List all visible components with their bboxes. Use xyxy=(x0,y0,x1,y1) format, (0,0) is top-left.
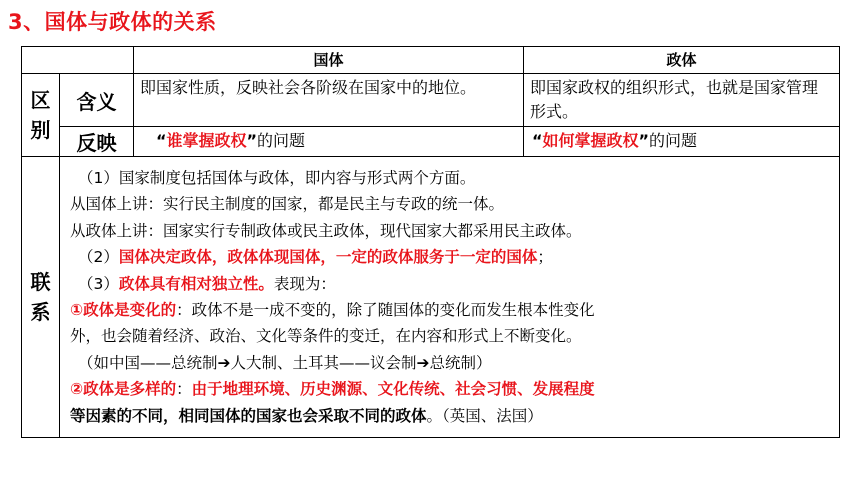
lianxi-line-4: （2）国体决定政体，政体体现国体，一定的政体服务于一定的国体； xyxy=(78,248,553,267)
corner-cell xyxy=(22,47,134,74)
lianxi-line-8: （如中国——总统制➔人大制、土耳其——议会制➔总统制） xyxy=(78,353,492,372)
table-row-fanying xyxy=(22,127,840,157)
table-row-lianxi xyxy=(22,157,840,438)
lianxi-line-3: 从政体上讲：国家实行专制政体或民主政体，现代国家大都采用民主政体。 xyxy=(70,221,582,240)
lianxi-line-6: ①政体是变化的：政体不是一成不变的，除了随国体的变化而发生根本性变化 xyxy=(70,301,595,320)
fanying-label: 反映 xyxy=(60,127,134,157)
lianxi-label: 联 系 xyxy=(22,157,60,438)
header-zhengti: 政体 xyxy=(524,47,840,74)
lianxi-line-10: 等因素的不同，相同国体的国家也会采取不同的政体。（英国、法国） xyxy=(70,406,543,425)
lianxi-line-2: 从国体上讲：实行民主制度的国家，都是民主与专政的统一体。 xyxy=(70,195,505,214)
lianxi-line-9: ②政体是多样的：由于地理环境、历史渊源、文化传统、社会习惯、发展程度 xyxy=(70,380,595,399)
qubie-label: 区 别 xyxy=(22,74,60,157)
table-row-hanyi xyxy=(22,74,840,127)
header-guoti: 国体 xyxy=(134,47,524,74)
relation-table xyxy=(21,46,840,438)
lianxi-content xyxy=(60,157,840,438)
hanyi-guoti-cell: 即国家性质，反映社会各阶级在国家中的地位。 xyxy=(134,74,524,127)
lianxi-line-7: 外，也会随着经济、政治、文化等条件的变迁，在内容和形式上不断变化。 xyxy=(70,327,582,346)
lianxi-line-5: （3）政体具有相对独立性。表现为： xyxy=(78,274,336,293)
fanying-guoti-highlight: 谁掌握政权 xyxy=(166,131,247,150)
table-header-row xyxy=(22,47,840,74)
page-title: 3、国体与政体的关系 xyxy=(8,10,217,34)
fanying-guoti-cell: “谁掌握政权”的问题 xyxy=(134,127,524,157)
fanying-zhengti-cell: “如何掌握政权”的问题 xyxy=(524,127,840,157)
hanyi-zhengti-cell: 即国家政权的组织形式，也就是国家管理形式。 xyxy=(524,74,840,127)
fanying-zhengti-highlight: 如何掌握政权 xyxy=(542,131,639,150)
lianxi-line-1: （1）国家制度包括国体与政体，即内容与形式两个方面。 xyxy=(78,169,476,187)
hanyi-label: 含义 xyxy=(60,74,134,127)
